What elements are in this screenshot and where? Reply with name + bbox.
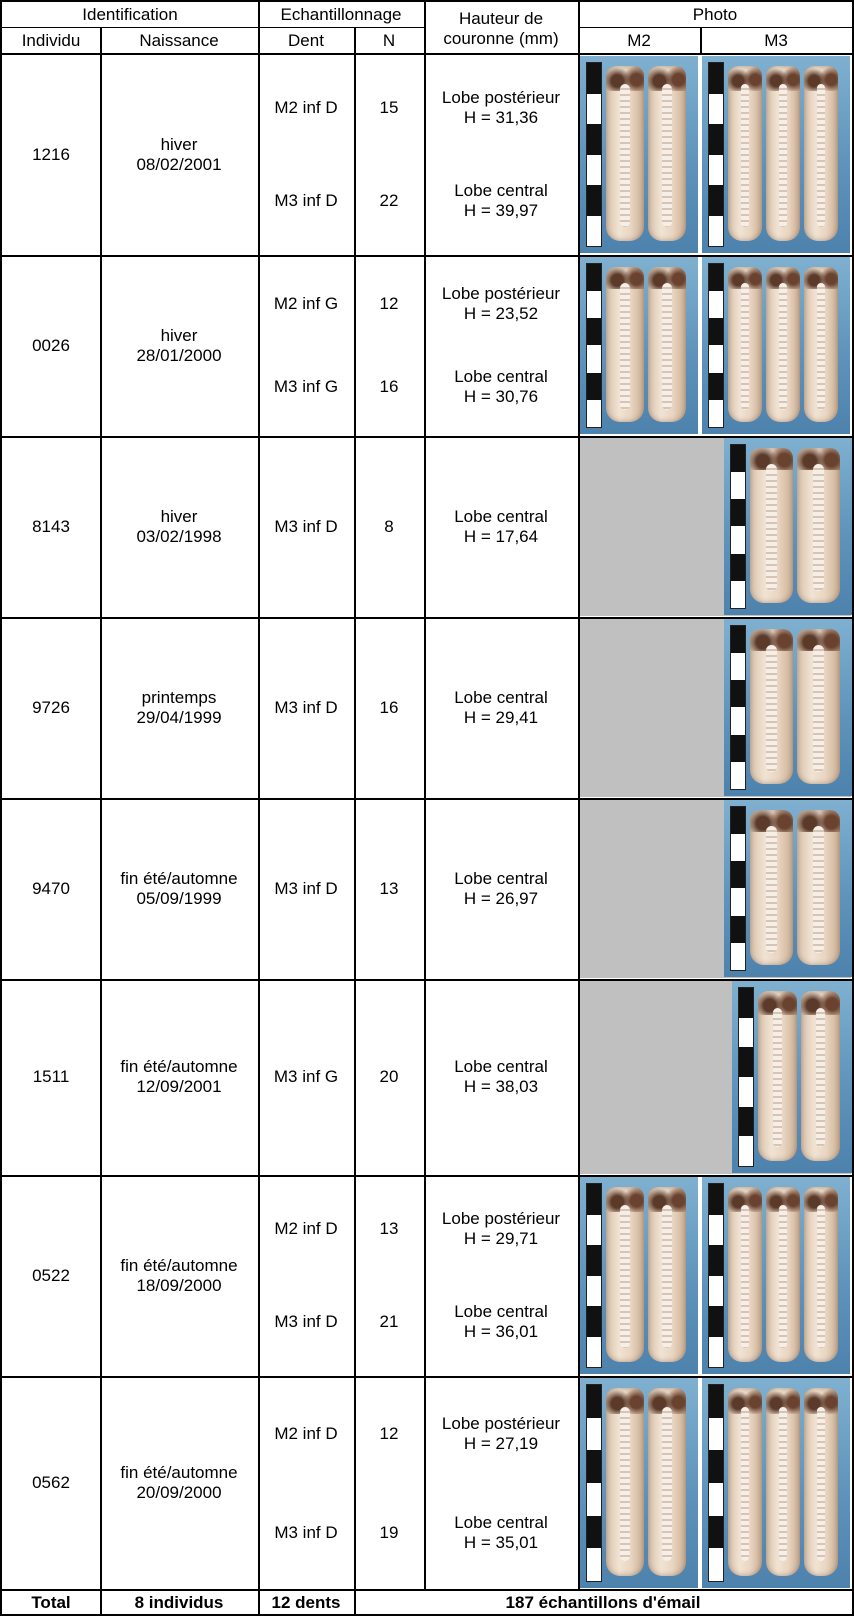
- tooth-growth-lines: [620, 1407, 629, 1561]
- tooth-growth-lines: [817, 283, 825, 410]
- hauteur-value: H = 39,97: [463, 200, 539, 220]
- scale-segment: [739, 1136, 753, 1166]
- m3-photo: [724, 800, 852, 977]
- m3-photo-scale-bar: [708, 1183, 724, 1368]
- scale-segment: [709, 185, 723, 216]
- tooth-growth-lines: [817, 1205, 825, 1349]
- naissance-date: 20/09/2000: [136, 1483, 222, 1502]
- tooth-growth-lines: [662, 283, 671, 410]
- grid-line: [0, 436, 854, 438]
- scale-segment: [731, 807, 745, 834]
- naissance-date: 08/02/2001: [136, 154, 222, 174]
- scale-segment: [731, 735, 745, 762]
- lobe-label: Lobe central: [454, 366, 548, 386]
- scale-segment: [731, 889, 745, 916]
- naissance-cell: [100, 54, 258, 255]
- grid-line: [0, 27, 424, 28]
- scale-segment: [739, 1047, 753, 1077]
- scale-segment: [587, 94, 601, 125]
- m3-photo: [724, 619, 852, 796]
- individu-cell: 0562: [32, 1473, 70, 1492]
- m2-photo-scale-bar: [586, 1183, 602, 1368]
- grid-line: [0, 0, 2, 1616]
- dent-cell: M3 inf D: [274, 1522, 338, 1542]
- m3-photo-scale-bar: [730, 625, 746, 790]
- m3-photo-tooth: [728, 66, 762, 241]
- m3-photo: [702, 1177, 850, 1374]
- scale-segment: [709, 155, 723, 186]
- naissance-date: 03/02/1998: [136, 526, 222, 546]
- header-dent: Dent: [288, 31, 324, 50]
- m3-photo-tooth: [728, 267, 762, 422]
- hauteur-value: H = 29,71: [463, 1229, 539, 1249]
- hauteur-cell: [424, 161, 578, 242]
- tooth-growth-lines: [779, 1205, 787, 1349]
- lobe-label: Lobe central: [454, 506, 548, 526]
- m3-photo-tooth: [750, 448, 793, 603]
- scale-segment: [731, 861, 745, 888]
- naissance-cell: [100, 617, 258, 798]
- tooth-growth-lines: [817, 84, 825, 228]
- scale-segment: [709, 1245, 723, 1276]
- m2-photo: [580, 1378, 698, 1588]
- naissance-date: 18/09/2000: [136, 1275, 222, 1295]
- scale-segment: [587, 155, 601, 186]
- hauteur-cell: [424, 436, 578, 617]
- grid-line: [0, 0, 854, 2]
- hauteur-value: H = 31,36: [463, 108, 539, 128]
- tooth-growth-lines: [620, 1205, 629, 1349]
- scale-segment: [709, 264, 723, 291]
- hauteur-value: H = 17,64: [463, 526, 539, 546]
- n-cell: 19: [379, 1522, 399, 1542]
- tooth-growth-lines: [620, 84, 629, 228]
- scale-segment: [731, 499, 745, 526]
- scale-segment: [587, 1516, 601, 1549]
- scale-segment: [709, 1337, 723, 1368]
- scale-segment: [731, 554, 745, 581]
- m3-photo-scale-bar: [708, 1384, 724, 1582]
- m2-photo: [580, 56, 698, 253]
- lobe-label: Lobe central: [454, 687, 548, 707]
- scale-segment: [731, 445, 745, 472]
- tooth-growth-lines: [779, 283, 787, 410]
- m3-photo: [702, 1378, 850, 1588]
- naissance-cell: [100, 255, 258, 436]
- lobe-label: Lobe postérieur: [441, 1413, 561, 1433]
- header-hauteur: [424, 4, 578, 54]
- scale-segment: [709, 1215, 723, 1246]
- header-identification: Identification: [82, 5, 178, 24]
- hauteur-cell: [424, 1489, 578, 1576]
- m3-photo-tooth: [750, 810, 793, 965]
- grid-line: [258, 0, 260, 1616]
- dent-cell: M3 inf G: [273, 376, 339, 396]
- tooth-growth-lines: [816, 1008, 825, 1147]
- m3-photo: [702, 257, 850, 434]
- dent-cell: M3 inf D: [274, 1311, 338, 1331]
- m3-photo-tooth: [766, 267, 800, 422]
- n-cell: 16: [379, 697, 399, 717]
- tooth-growth-lines: [779, 84, 787, 228]
- tooth-growth-lines: [741, 1205, 749, 1349]
- m3-photo-tooth: [804, 66, 838, 241]
- individu-cell: 1511: [32, 1067, 70, 1086]
- lobe-label: Lobe postérieur: [441, 1209, 561, 1229]
- naissance-date: 29/04/1999: [136, 707, 222, 727]
- n-cell: 15: [379, 98, 399, 118]
- naissance-season: fin été/automne: [120, 1255, 238, 1275]
- m3-photo-tooth: [728, 1388, 762, 1576]
- tooth-growth-lines: [741, 84, 749, 228]
- m2-photo-tooth: [648, 267, 686, 422]
- lobe-label: Lobe postérieur: [441, 88, 561, 108]
- scale-segment: [709, 291, 723, 318]
- n-cell: 21: [379, 1311, 399, 1331]
- m3-photo-scale-bar: [730, 444, 746, 609]
- grid-line: [578, 0, 580, 1590]
- m3-photo-tooth: [804, 267, 838, 422]
- hauteur-value: H = 38,03: [463, 1077, 539, 1096]
- naissance-season: hiver: [160, 506, 198, 526]
- scale-segment: [731, 762, 745, 789]
- scale-segment: [739, 1077, 753, 1107]
- n-cell: 16: [379, 376, 399, 396]
- tooth-growth-lines: [766, 826, 776, 953]
- hauteur-cell: [424, 68, 578, 149]
- tooth-growth-lines: [773, 1008, 782, 1147]
- scale-segment: [587, 264, 601, 291]
- m3-photo-tooth: [804, 1388, 838, 1576]
- lobe-label: Lobe central: [454, 1301, 548, 1321]
- m2-photo-scale-bar: [586, 1384, 602, 1582]
- grid-line: [0, 979, 854, 981]
- dent-cell: M2 inf D: [274, 1219, 338, 1239]
- grid-line: [354, 27, 356, 1616]
- scale-segment: [587, 1306, 601, 1337]
- individu-cell: 8143: [32, 516, 70, 536]
- scale-segment: [709, 1450, 723, 1483]
- scale-segment: [709, 124, 723, 155]
- n-cell: 12: [379, 1423, 399, 1443]
- scale-segment: [587, 1548, 601, 1581]
- header-n: N: [382, 31, 396, 50]
- grid-line: [700, 27, 702, 53]
- naissance-cell: [100, 1376, 258, 1590]
- header-naissance: Naissance: [139, 31, 219, 50]
- individu-cell: 0026: [32, 335, 70, 355]
- m2-photo-tooth: [648, 1187, 686, 1362]
- scale-segment: [709, 63, 723, 94]
- hauteur-value: H = 29,41: [463, 707, 539, 727]
- scale-segment: [709, 346, 723, 373]
- naissance-cell: [100, 979, 258, 1175]
- scale-segment: [587, 1276, 601, 1307]
- individu-cell: 1216: [32, 144, 70, 164]
- scale-segment: [731, 708, 745, 735]
- m3-photo-tooth: [766, 1388, 800, 1576]
- dent-cell: M2 inf D: [274, 98, 338, 118]
- scale-segment: [709, 373, 723, 400]
- m3-photo-tooth: [766, 66, 800, 241]
- scale-segment: [587, 1418, 601, 1451]
- hauteur-value: H = 30,76: [463, 386, 539, 406]
- scale-segment: [731, 943, 745, 970]
- m3-photo-tooth: [797, 810, 840, 965]
- m3-photo-tooth: [758, 991, 797, 1161]
- m2-photo-tooth: [606, 1388, 644, 1576]
- total-dents: 12 dents: [271, 1593, 341, 1612]
- scale-segment: [587, 185, 601, 216]
- grid-line: [0, 255, 854, 257]
- hauteur-value: H = 26,97: [463, 888, 539, 908]
- scale-segment: [731, 834, 745, 861]
- scale-segment: [709, 1483, 723, 1516]
- naissance-date: 05/09/1999: [136, 888, 222, 908]
- scale-segment: [587, 216, 601, 247]
- m3-photo-tooth: [797, 629, 840, 784]
- n-cell: 13: [379, 878, 399, 898]
- naissance-season: hiver: [160, 325, 198, 345]
- hauteur-value: H = 27,19: [463, 1433, 539, 1453]
- dent-cell: M3 inf G: [273, 1067, 339, 1086]
- total-individus: 8 individus: [134, 1593, 224, 1612]
- scale-segment: [709, 1276, 723, 1307]
- grid-line: [0, 53, 854, 55]
- scale-segment: [709, 400, 723, 427]
- scale-segment: [587, 1483, 601, 1516]
- header-photo: Photo: [692, 5, 738, 24]
- m3-photo-tooth: [728, 1187, 762, 1362]
- grid-line: [424, 0, 426, 1590]
- lobe-label: Lobe postérieur: [441, 284, 561, 304]
- scale-segment: [731, 472, 745, 499]
- tooth-growth-lines: [766, 645, 776, 772]
- naissance-date: 12/09/2001: [136, 1077, 222, 1096]
- scale-segment: [587, 400, 601, 427]
- scale-segment: [587, 1450, 601, 1483]
- scale-segment: [709, 1306, 723, 1337]
- hauteur-cell: [424, 1282, 578, 1363]
- dent-cell: M3 inf D: [274, 697, 338, 717]
- lobe-label: Lobe central: [454, 180, 548, 200]
- hauteur-cell: [424, 352, 578, 423]
- naissance-date: 28/01/2000: [136, 345, 222, 365]
- dent-cell: M3 inf D: [274, 878, 338, 898]
- scale-segment: [709, 1548, 723, 1581]
- n-cell: 22: [379, 190, 399, 210]
- grid-line: [0, 1589, 854, 1591]
- hauteur-value: H = 36,01: [463, 1321, 539, 1341]
- lobe-label: Lobe central: [454, 1512, 548, 1532]
- scale-segment: [587, 1215, 601, 1246]
- scale-segment: [709, 318, 723, 345]
- scale-segment: [731, 581, 745, 608]
- tooth-growth-lines: [813, 826, 823, 953]
- grid-line: [0, 798, 854, 800]
- tooth-growth-lines: [813, 464, 823, 591]
- m2-photo-tooth: [648, 1388, 686, 1576]
- n-cell: 13: [379, 1219, 399, 1239]
- scale-segment: [709, 94, 723, 125]
- header-hauteur-line2: couronne (mm): [443, 29, 559, 48]
- m3-photo-tooth: [750, 629, 793, 784]
- naissance-season: hiver: [160, 134, 198, 154]
- m3-photo-scale-bar: [708, 263, 724, 428]
- dent-cell: M3 inf D: [274, 516, 338, 536]
- scale-segment: [739, 1107, 753, 1137]
- hauteur-cell: [424, 979, 578, 1175]
- m3-photo-tooth: [804, 1187, 838, 1362]
- tooth-growth-lines: [741, 1407, 749, 1561]
- scale-segment: [709, 216, 723, 247]
- m2-photo: [580, 1177, 698, 1374]
- m2-photo-scale-bar: [586, 263, 602, 428]
- scale-segment: [587, 373, 601, 400]
- m3-photo-tooth: [766, 1187, 800, 1362]
- header-individu: Individu: [21, 31, 81, 50]
- tooth-growth-lines: [779, 1407, 787, 1561]
- tooth-growth-lines: [620, 283, 629, 410]
- scale-segment: [587, 318, 601, 345]
- scale-segment: [587, 346, 601, 373]
- m3-photo-scale-bar: [738, 987, 754, 1167]
- naissance-cell: [100, 436, 258, 617]
- lobe-label: Lobe central: [454, 868, 548, 888]
- m2-photo-scale-bar: [586, 62, 602, 247]
- tooth-growth-lines: [817, 1407, 825, 1561]
- scale-segment: [709, 1184, 723, 1215]
- m2-photo: [580, 257, 698, 434]
- dent-cell: M3 inf D: [274, 190, 338, 210]
- hauteur-cell: [424, 1189, 578, 1270]
- naissance-season: printemps: [141, 687, 217, 707]
- m3-photo-tooth: [797, 448, 840, 603]
- individu-cell: 0522: [32, 1265, 70, 1285]
- scale-segment: [709, 1516, 723, 1549]
- scale-segment: [731, 653, 745, 680]
- lobe-label: Lobe central: [454, 1057, 548, 1076]
- m2-photo-tooth: [606, 1187, 644, 1362]
- grid-line: [100, 27, 102, 1616]
- tooth-growth-lines: [766, 464, 776, 591]
- scale-segment: [731, 626, 745, 653]
- naissance-season: fin été/automne: [120, 1463, 238, 1482]
- grid-line: [0, 617, 854, 619]
- n-cell: 8: [384, 516, 394, 536]
- total-label: Total: [31, 1593, 71, 1612]
- hauteur-cell: [424, 617, 578, 798]
- grid-line: [0, 1175, 854, 1177]
- scale-segment: [709, 1385, 723, 1418]
- scale-segment: [587, 1385, 601, 1418]
- hauteur-cell: [424, 798, 578, 979]
- dent-cell: M2 inf G: [273, 294, 339, 314]
- naissance-season: fin été/automne: [120, 868, 238, 888]
- n-cell: 12: [379, 294, 399, 314]
- header-m3: M3: [764, 31, 788, 50]
- scale-segment: [587, 291, 601, 318]
- m3-photo-tooth: [801, 991, 840, 1161]
- naissance-cell: [100, 1175, 258, 1376]
- scale-segment: [587, 1245, 601, 1276]
- hauteur-value: H = 23,52: [463, 304, 539, 324]
- m2-photo-tooth: [606, 267, 644, 422]
- naissance-season: fin été/automne: [120, 1057, 238, 1076]
- m3-photo: [702, 56, 850, 253]
- scale-segment: [587, 1184, 601, 1215]
- n-cell: 20: [379, 1067, 399, 1086]
- m3-photo: [732, 981, 852, 1173]
- header-m2: M2: [627, 31, 651, 50]
- scale-segment: [739, 988, 753, 1018]
- tooth-growth-lines: [741, 283, 749, 410]
- hauteur-value: H = 35,01: [463, 1532, 539, 1552]
- m3-photo-scale-bar: [708, 62, 724, 247]
- grid-line: [578, 27, 854, 28]
- individu-cell: 9726: [32, 697, 70, 717]
- scale-segment: [739, 1018, 753, 1048]
- naissance-cell: [100, 798, 258, 979]
- hauteur-cell: [424, 269, 578, 340]
- m3-photo: [724, 438, 852, 615]
- scale-segment: [587, 1337, 601, 1368]
- grid-line: [0, 1376, 854, 1378]
- tooth-growth-lines: [813, 645, 823, 772]
- scale-segment: [587, 124, 601, 155]
- scale-segment: [587, 63, 601, 94]
- header-echantillonnage: Echantillonnage: [280, 5, 402, 24]
- scale-segment: [731, 527, 745, 554]
- header-hauteur-line1: Hauteur de: [458, 9, 544, 28]
- tooth-growth-lines: [662, 84, 671, 228]
- dent-cell: M2 inf D: [274, 1423, 338, 1443]
- scale-segment: [709, 1418, 723, 1451]
- hauteur-cell: [424, 1390, 578, 1477]
- scale-segment: [731, 680, 745, 707]
- tooth-growth-lines: [662, 1407, 671, 1561]
- individu-cell: 9470: [32, 878, 70, 898]
- total-echantillons: 187 échantillons d'émail: [505, 1593, 701, 1612]
- m2-photo-tooth: [648, 66, 686, 241]
- m2-photo-tooth: [606, 66, 644, 241]
- scale-segment: [731, 916, 745, 943]
- tooth-growth-lines: [662, 1205, 671, 1349]
- m3-photo-scale-bar: [730, 806, 746, 971]
